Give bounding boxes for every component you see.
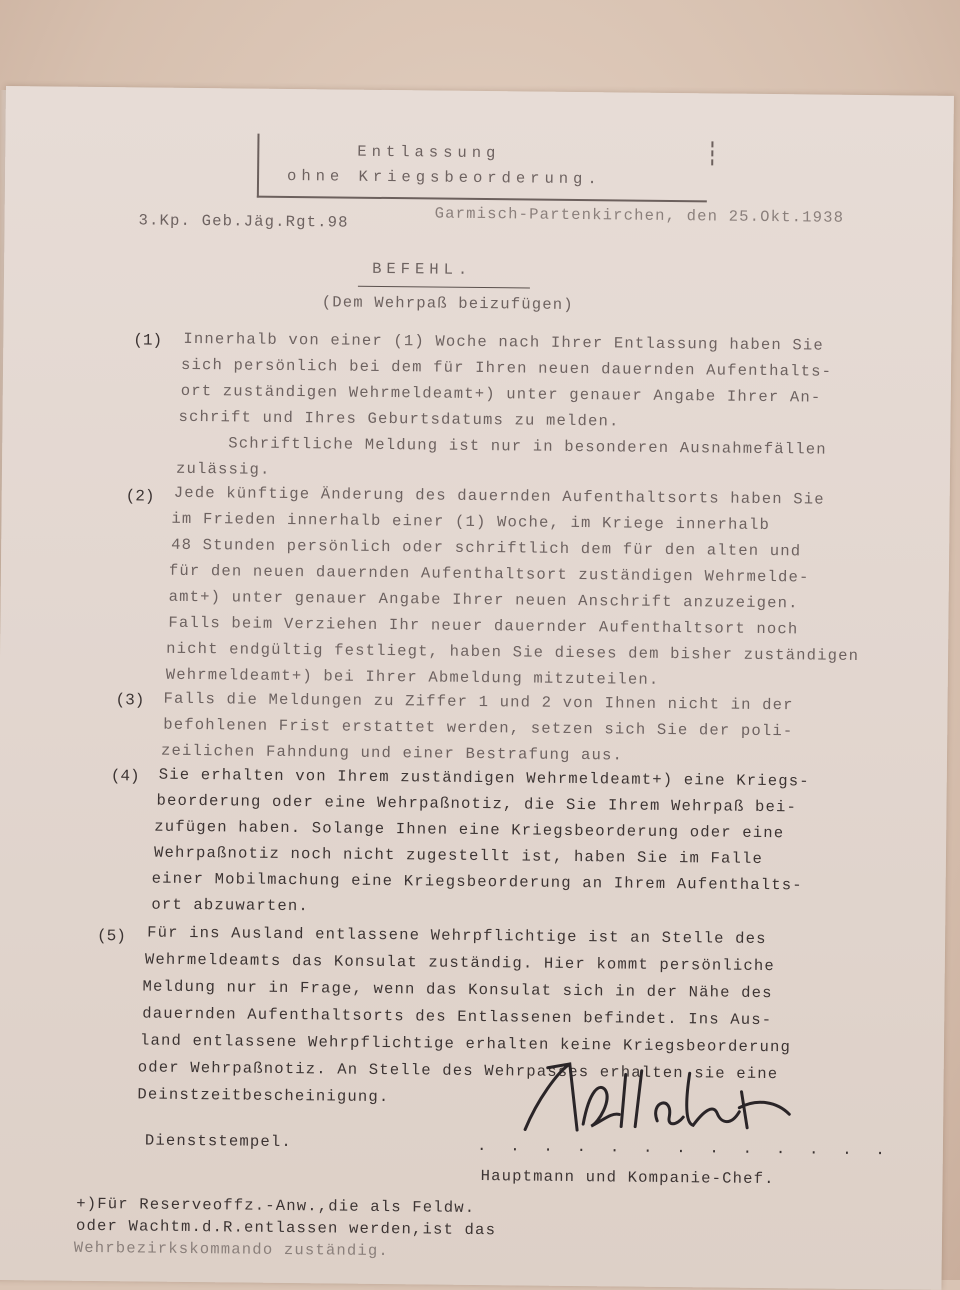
stamp-label: Dienststempel. [144,1131,293,1152]
paragraph-5-line: Für ins Ausland entlassene Wehrpflichtige ist an Stelle des [147,923,767,949]
paragraph-1-line: sich persönlich bei dem für Ihren neuen dauernden Aufenthalts- [180,355,833,381]
paragraph-2-line: nicht endgültig festliegt, haben Sie dieses dem bisher zuständigen [166,639,860,665]
paragraph-1-line: schrift und Ihres Geburtsdatums zu melden. [178,407,620,431]
paragraph-1-line: ort zuständigen Wehrmeldeamt+) unter genauer Angabe Ihrer An- [180,381,822,407]
paragraph-3-line: Falls die Meldungen zu Ziffer 1 und 2 von Ihnen nicht in der [163,689,794,715]
paragraph-2-number: (2) [125,487,155,506]
unit-designation: 3.Kp. Geb.Jäg.Rgt.98 [138,211,349,232]
document-subtitle: (Dem Wehrpaß beizufügen) [321,293,574,314]
paragraph-1-line: Innerhalb von einer (1) Woche nach Ihrer Entlassung haben Sie [183,329,825,355]
heading-line-2: ohne Kriegsbeorderung. [286,166,602,189]
place-and-date: Garmisch-Partenkirchen, den 25.Okt.1938 [434,204,845,227]
paragraph-5-line: land entlassene Wehrpflichtige erhalten keine Kriegsbeorderung [139,1031,792,1057]
paragraph-4-line: ort abzuwarten. [151,895,310,916]
title-underline [358,286,530,289]
paragraph-4-line: beorderung oder eine Wehrpaßnotiz, die Sie Ihrem Wehrpaß bei- [156,791,798,817]
signatory-title: Hauptmann und Kompanie-Chef. [480,1167,775,1189]
paragraph-4-number: (4) [110,767,140,786]
paragraph-2-line: Jede künftige Änderung des dauernden Aufenthaltsorts haben Sie [173,483,825,509]
paragraph-2-line: für den neuen dauernden Aufenthaltsort zuständigen Wehrmelde- [168,561,810,587]
paragraph-1-line: zulässig. [175,459,271,479]
paragraph-1-line: Schriftliche Meldung ist nur in besonderen Ausnahmefällen [228,434,827,459]
paragraph-3-line: befohlenen Frist erstattet werden, setzen sich Sie der poli- [163,715,794,741]
footnote-line: oder Wachtm.d.R.entlassen werden,ist das [75,1216,497,1240]
document-sheet [0,86,954,1290]
heading-line-1: Entlassung [357,142,501,163]
paragraph-4-line: einer Mobilmachung eine Kriegsbeorderung an Ihrem Aufenthalts- [151,869,803,895]
footnote-line: Wehrbezirkskommando zuständig. [73,1238,389,1261]
paragraph-2-line: 48 Stunden persönlich oder schriftlich dem für den alten und [171,535,802,561]
paragraph-5-line: dauernden Aufenthaltsorts des Entlassenen befindet. Ins Aus- [142,1004,773,1030]
paragraph-4-line: zufügen haben. Solange Ihnen eine Kriegsbeorderung oder eine [154,817,785,843]
paragraph-2-line: Wehrmeldeamt+) bei Ihrer Abmeldung mitzuteilen. [165,665,660,689]
paragraph-2-line: amt+) unter genauer Angabe Ihrer neuen Anschrift anzuzeigen. [168,587,799,613]
paragraph-3-line: zeilichen Fahndung und einer Bestrafung aus. [160,741,624,765]
header-bracket-mark [711,141,713,165]
footnote-line: +)Für Reserveoffz.-Anw.,die als Feldw. [76,1194,476,1217]
paragraph-2-line: Falls beim Verziehen Ihr neuer dauernder Aufenthaltsort noch [168,613,799,639]
paragraph-5-line: Meldung nur in Frage, wenn das Konsulat sich in der Nähe des [142,977,773,1003]
paragraph-1-number: (1) [133,331,163,350]
paragraph-2-line: im Frieden innerhalb einer (1) Woche, im Kriege innerhalb [171,509,771,535]
signature-line: . . . . . . . . . . . . . [476,1136,893,1160]
paragraph-5-line: oder Wehrpaßnotiz. An Stelle des Wehrpasses erhalten sie eine [137,1058,779,1084]
paragraph-5-line: Deinstzeitbescheinigung. [137,1085,390,1107]
paragraph-5-line: Wehrmeldeamts das Konsulat zuständig. Hier kommt persönliche [144,950,776,976]
paragraph-5-number: (5) [97,927,127,946]
paragraph-4-line: Sie erhalten von Ihrem zuständigen Wehrmeldeamt+) eine Kriegs- [158,765,810,791]
paragraph-3-number: (3) [115,691,145,710]
document-title: BEFEHL. [372,259,473,279]
paragraph-4-line: Wehrpaßnotiz noch nicht zugestellt ist, haben Sie im Falle [153,843,764,868]
